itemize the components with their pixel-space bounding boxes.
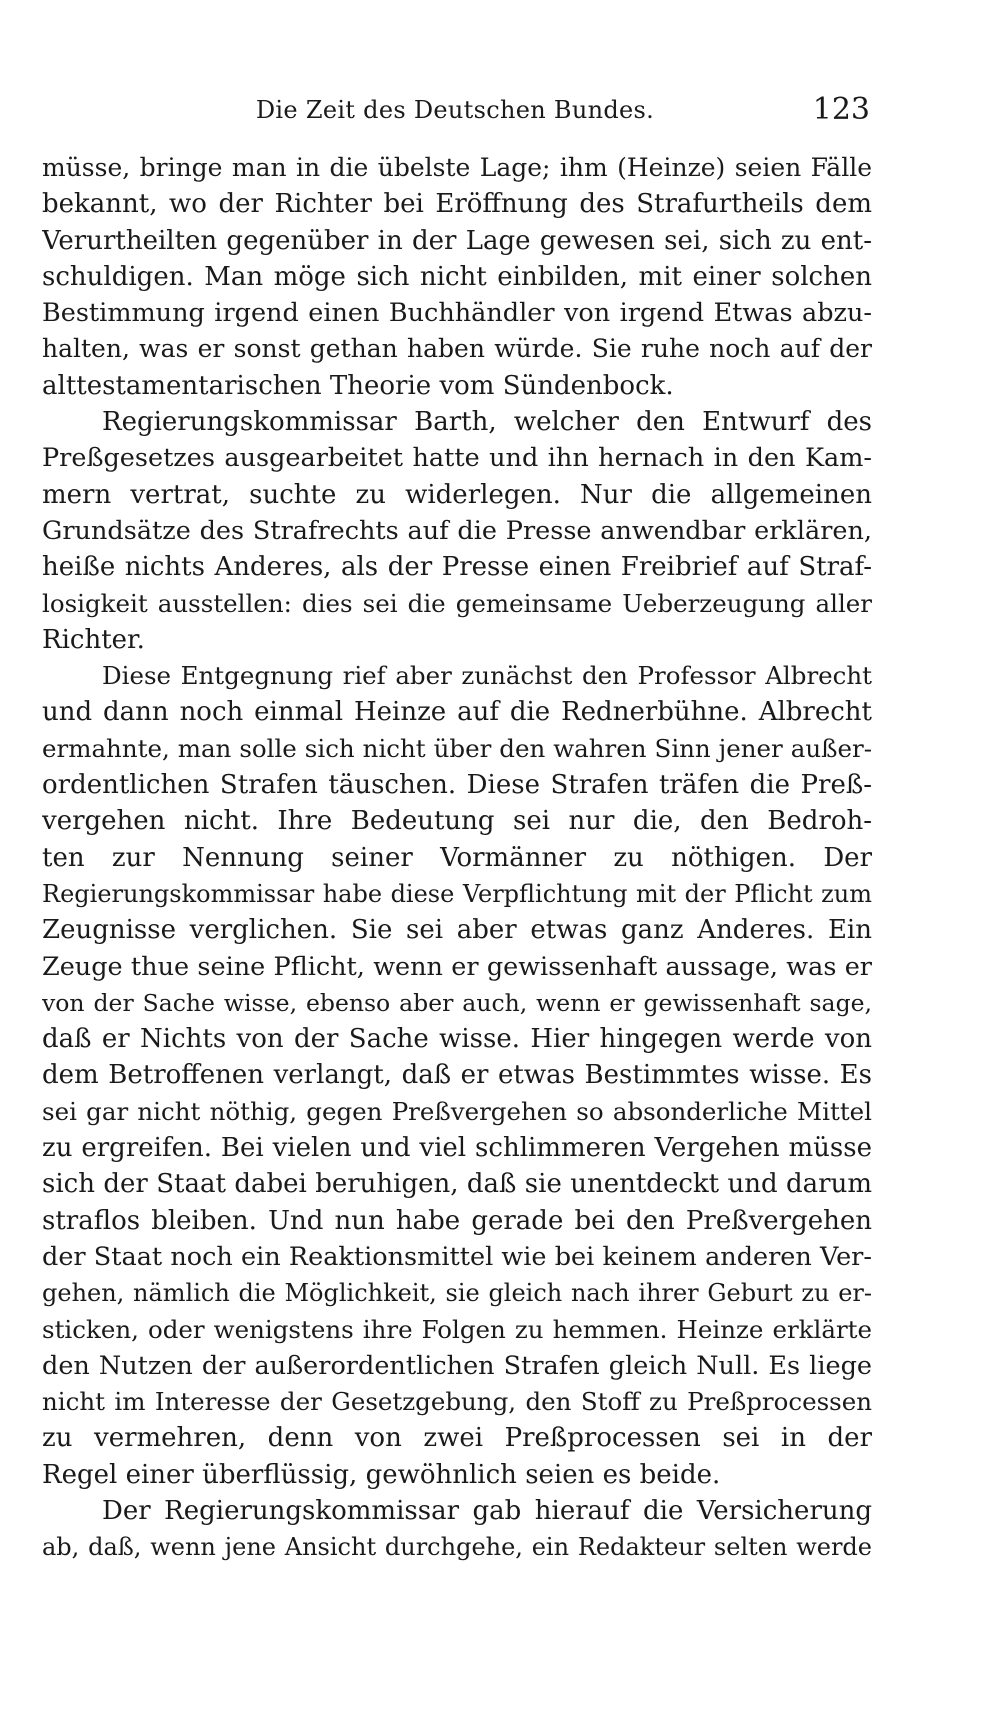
text-line: ermahnte, man solle sich nicht über den wahren Sinn jener außer- [42, 733, 872, 763]
text-line: dem Betroffenen verlangt, daß er etwas Bestimmtes wisse. Es [42, 1060, 872, 1091]
text-line: Verurtheilten gegenüber in der Lage gewesen sei, sich zu ent- [42, 225, 872, 256]
text-line: heiße nichts Anderes, als der Presse einen Freibrief auf Straf- [42, 552, 872, 583]
text-line: mern vertrat, suchte zu widerlegen. Nur die allgemeinen [42, 479, 872, 510]
text-line: sticken, oder wenigstens ihre Folgen zu hemmen. Heinze erklärte [42, 1314, 872, 1344]
text-line: müsse, bringe man in die übelste Lage; ihm (Heinze) seien Fälle [42, 153, 872, 182]
body-text [42, 150, 872, 1566]
page-header [40, 92, 870, 132]
text-line: Regierungskommissar Barth, welcher den Entwurf des [102, 407, 872, 438]
text-line: Bestimmung irgend einen Buchhändler von irgend Etwas abzu- [42, 298, 872, 329]
text-line: schuldigen. Man möge sich nicht einbilden, mit einer solchen [42, 261, 872, 292]
text-line: halten, was er sonst gethan haben würde. Sie ruhe noch auf der [42, 334, 872, 364]
text-line: vergehen nicht. Ihre Bedeutung sei nur die, den Bedroh- [42, 806, 872, 837]
page-number: 123 [812, 92, 870, 127]
text-line: zu ergreifen. Bei vielen und viel schlimmeren Vergehen müsse [42, 1133, 872, 1164]
text-line: alttestamentarischen Theorie vom Sündenbock. [42, 370, 674, 401]
text-line: nicht im Interesse der Gesetzgebung, den Stoff zu Preßprocessen [42, 1387, 872, 1417]
text-line: Zeuge thue seine Pflicht, wenn er gewissenhaft aussage, was er [42, 951, 872, 982]
text-line: zu vermehren, denn von zwei Preßprocessen sei in der [42, 1423, 872, 1454]
text-line: ordentlichen Strafen täuschen. Diese Strafen träfen die Preß- [42, 770, 872, 801]
text-line: losigkeit ausstellen: dies sei die gemeinsame Ueberzeugung aller [42, 588, 872, 618]
text-line: gehen, nämlich die Möglichkeit, sie gleich nach ihrer Geburt zu er- [42, 1279, 872, 1308]
text-line: und dann noch einmal Heinze auf die Rednerbühne. Albrecht [42, 697, 872, 728]
text-line: ten zur Nennung seiner Vormänner zu nöthigen. Der [42, 842, 872, 873]
text-line: bekannt, wo der Richter bei Eröffnung des Strafurtheils dem [42, 189, 872, 220]
text-line: sei gar nicht nöthig, gegen Preßvergehen so absonderliche Mittel [42, 1096, 872, 1126]
text-line: Zeugnisse verglichen. Sie sei aber etwas ganz Anderes. Ein [42, 915, 872, 946]
text-line: Der Regierungskommissar gab hierauf die Versicherung [102, 1495, 872, 1526]
text-line: Grundsätze des Strafrechts auf die Presse anwendbar erklären, [42, 515, 872, 546]
text-line: ab, daß, wenn jene Ansicht durchgehe, ein Redakteur selten werde [42, 1533, 872, 1562]
text-line: Diese Entgegnung rief aber zunächst den Professor Albrecht [102, 661, 872, 691]
text-line: den Nutzen der außerordentlichen Strafen gleich Null. Es liege [42, 1350, 872, 1381]
text-line: von der Sache wisse, ebenso aber auch, wenn er gewissenhaft sage, [42, 988, 872, 1017]
text-line: Regierungskommissar habe diese Verpflichtung mit der Pflicht zum [42, 879, 872, 908]
text-line: der Staat noch ein Reaktionsmittel wie bei keinem anderen Ver- [42, 1241, 872, 1272]
text-line: Regel einer überflüssig, gewöhnlich seien es beide. [42, 1459, 721, 1490]
text-line: daß er Nichts von der Sache wisse. Hier hingegen werde von [42, 1024, 872, 1055]
text-line: straflos bleiben. Und nun habe gerade bei den Preßvergehen [42, 1205, 872, 1236]
text-line: Richter. [42, 624, 145, 655]
text-line: Preßgesetzes ausgearbeitet hatte und ihn hernach in den Kam- [42, 443, 872, 474]
text-line: sich der Staat dabei beruhigen, daß sie unentdeckt und darum [42, 1169, 872, 1200]
running-title: Die Zeit des Deutschen Bundes. [255, 96, 655, 124]
